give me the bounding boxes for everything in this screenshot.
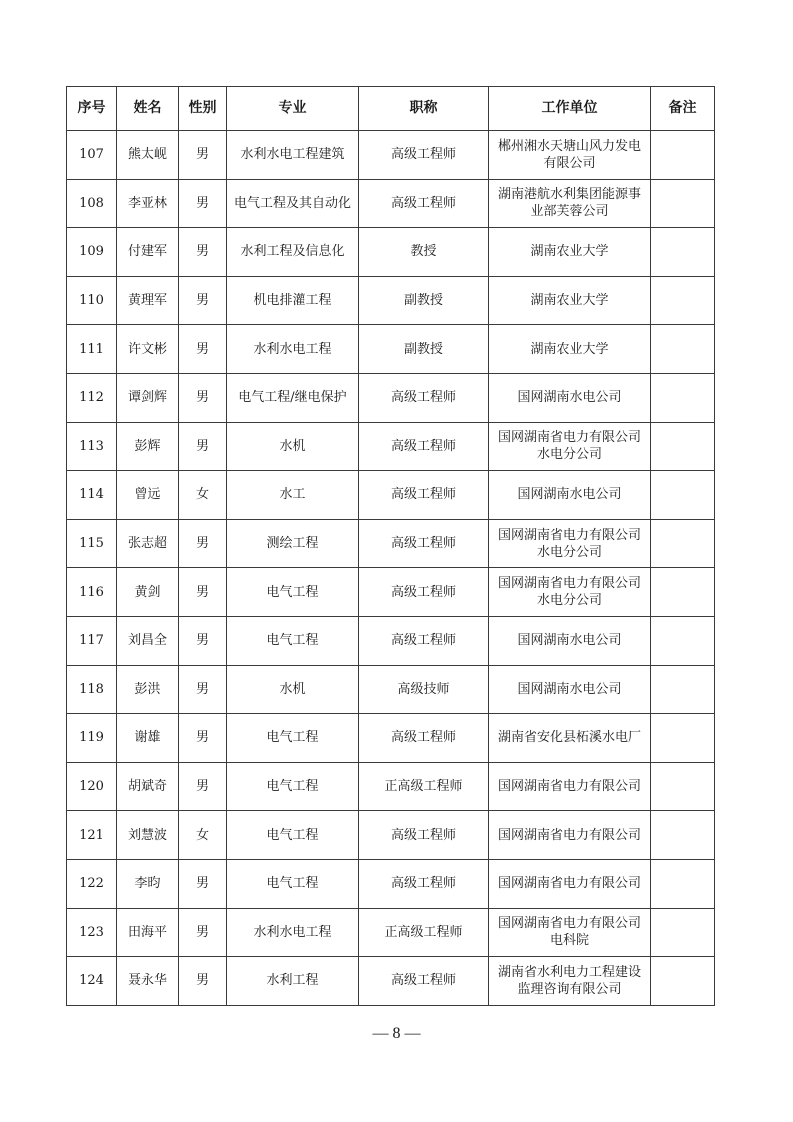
cell-name: 曾远: [117, 471, 179, 520]
table-row: [67, 373, 715, 422]
page-number: — 8 —: [372, 1025, 421, 1042]
cell-gender: 男: [179, 859, 227, 908]
cell-major: 电气工程: [227, 762, 359, 811]
cell-gender: 男: [179, 762, 227, 811]
cell-employer: 湖南港航水利集团能源事业部芙蓉公司: [489, 179, 651, 228]
cell-major: 水机: [227, 665, 359, 714]
cell-major: 电气工程: [227, 568, 359, 617]
cell-remarks: [651, 276, 715, 325]
cell-gender: 男: [179, 373, 227, 422]
table-row: [67, 762, 715, 811]
table-row: [67, 471, 715, 520]
cell-major: 电气工程: [227, 859, 359, 908]
cell-major: 水利水电工程: [227, 908, 359, 957]
cell-index: 114: [67, 471, 117, 520]
cell-remarks: [651, 373, 715, 422]
table-row: [67, 957, 715, 1006]
cell-name: 田海平: [117, 908, 179, 957]
cell-remarks: [651, 859, 715, 908]
cell-title: 高级工程师: [359, 714, 489, 763]
cell-name: 胡斌奇: [117, 762, 179, 811]
cell-index: 120: [67, 762, 117, 811]
table-header-row: [67, 87, 715, 131]
cell-gender: 男: [179, 131, 227, 180]
cell-title: 高级工程师: [359, 957, 489, 1006]
header-col-employer: 工作单位: [489, 87, 651, 131]
cell-index: 123: [67, 908, 117, 957]
cell-employer: 湖南农业大学: [489, 276, 651, 325]
table-row: [67, 325, 715, 374]
cell-remarks: [651, 325, 715, 374]
cell-index: 117: [67, 616, 117, 665]
cell-employer: 国网湖南省电力有限公司: [489, 811, 651, 860]
cell-gender: 男: [179, 179, 227, 228]
header-col-major: 专业: [227, 87, 359, 131]
cell-gender: 女: [179, 811, 227, 860]
cell-employer: 湖南农业大学: [489, 228, 651, 277]
cell-name: 熊太岘: [117, 131, 179, 180]
cell-title: 高级工程师: [359, 422, 489, 471]
cell-employer: 国网湖南水电公司: [489, 616, 651, 665]
cell-index: 108: [67, 179, 117, 228]
cell-remarks: [651, 811, 715, 860]
cell-employer: 国网湖南省电力有限公司水电分公司: [489, 519, 651, 568]
table-row: [67, 228, 715, 277]
cell-title: 高级工程师: [359, 131, 489, 180]
cell-index: 118: [67, 665, 117, 714]
cell-gender: 男: [179, 568, 227, 617]
cell-index: 113: [67, 422, 117, 471]
cell-major: 水利水电工程: [227, 325, 359, 374]
cell-employer: 湖南省安化县柘溪水电厂: [489, 714, 651, 763]
cell-title: 高级技师: [359, 665, 489, 714]
cell-major: 测绘工程: [227, 519, 359, 568]
cell-remarks: [651, 228, 715, 277]
table-row: [67, 714, 715, 763]
cell-employer: 湖南农业大学: [489, 325, 651, 374]
cell-remarks: [651, 665, 715, 714]
cell-remarks: [651, 908, 715, 957]
cell-index: 116: [67, 568, 117, 617]
cell-employer: 国网湖南省电力有限公司水电分公司: [489, 568, 651, 617]
personnel-table: [66, 86, 715, 1006]
cell-gender: 女: [179, 471, 227, 520]
cell-title: 高级工程师: [359, 568, 489, 617]
cell-employer: 国网湖南省电力有限公司: [489, 762, 651, 811]
cell-major: 机电排灌工程: [227, 276, 359, 325]
cell-remarks: [651, 131, 715, 180]
cell-employer: 国网湖南省电力有限公司: [489, 859, 651, 908]
cell-employer: 国网湖南水电公司: [489, 471, 651, 520]
header-col-remarks: 备注: [651, 87, 715, 131]
cell-remarks: [651, 714, 715, 763]
cell-gender: 男: [179, 422, 227, 471]
header-col-gender: 性别: [179, 87, 227, 131]
table-row: [67, 422, 715, 471]
cell-name: 刘昌全: [117, 616, 179, 665]
cell-major: 水利水电工程建筑: [227, 131, 359, 180]
cell-title: 高级工程师: [359, 373, 489, 422]
cell-title: 副教授: [359, 325, 489, 374]
cell-remarks: [651, 616, 715, 665]
cell-title: 高级工程师: [359, 616, 489, 665]
cell-employer: 国网湖南水电公司: [489, 665, 651, 714]
cell-major: 电气工程: [227, 616, 359, 665]
cell-gender: 男: [179, 714, 227, 763]
cell-index: 111: [67, 325, 117, 374]
cell-title: 高级工程师: [359, 519, 489, 568]
cell-index: 115: [67, 519, 117, 568]
cell-index: 112: [67, 373, 117, 422]
table-row: [67, 859, 715, 908]
table-row: [67, 568, 715, 617]
cell-index: 121: [67, 811, 117, 860]
cell-major: 水利工程及信息化: [227, 228, 359, 277]
cell-major: 水利工程: [227, 957, 359, 1006]
cell-employer: 郴州湘水天塘山风力发电有限公司: [489, 131, 651, 180]
cell-index: 107: [67, 131, 117, 180]
header-col-name: 姓名: [117, 87, 179, 131]
cell-name: 谭剑辉: [117, 373, 179, 422]
cell-title: 高级工程师: [359, 471, 489, 520]
cell-name: 黄理军: [117, 276, 179, 325]
cell-title: 教授: [359, 228, 489, 277]
cell-name: 黄剑: [117, 568, 179, 617]
cell-employer: 国网湖南水电公司: [489, 373, 651, 422]
cell-gender: 男: [179, 957, 227, 1006]
cell-name: 彭辉: [117, 422, 179, 471]
cell-name: 李亚林: [117, 179, 179, 228]
cell-employer: 国网湖南省电力有限公司电科院: [489, 908, 651, 957]
table-row: [67, 811, 715, 860]
cell-major: 水工: [227, 471, 359, 520]
cell-name: 聂永华: [117, 957, 179, 1006]
cell-title: 正高级工程师: [359, 762, 489, 811]
cell-gender: 男: [179, 665, 227, 714]
cell-title: 高级工程师: [359, 811, 489, 860]
cell-remarks: [651, 957, 715, 1006]
cell-title: 高级工程师: [359, 179, 489, 228]
cell-remarks: [651, 762, 715, 811]
cell-title: 高级工程师: [359, 859, 489, 908]
cell-name: 张志超: [117, 519, 179, 568]
header-col-index: 序号: [67, 87, 117, 131]
cell-title: 副教授: [359, 276, 489, 325]
cell-remarks: [651, 422, 715, 471]
cell-gender: 男: [179, 616, 227, 665]
table-body: [67, 131, 715, 1006]
cell-name: 彭洪: [117, 665, 179, 714]
table-row: [67, 276, 715, 325]
cell-remarks: [651, 519, 715, 568]
cell-remarks: [651, 568, 715, 617]
cell-remarks: [651, 471, 715, 520]
cell-name: 谢雄: [117, 714, 179, 763]
table-row: [67, 908, 715, 957]
cell-index: 109: [67, 228, 117, 277]
cell-index: 119: [67, 714, 117, 763]
table-row: [67, 179, 715, 228]
cell-remarks: [651, 179, 715, 228]
cell-index: 124: [67, 957, 117, 1006]
cell-major: 电气工程及其自动化: [227, 179, 359, 228]
cell-major: 电气工程: [227, 714, 359, 763]
cell-gender: 男: [179, 908, 227, 957]
cell-employer: 湖南省水利电力工程建设监理咨询有限公司: [489, 957, 651, 1006]
table-row: [67, 616, 715, 665]
cell-name: 李昀: [117, 859, 179, 908]
cell-title: 正高级工程师: [359, 908, 489, 957]
table-row: [67, 131, 715, 180]
cell-index: 110: [67, 276, 117, 325]
cell-gender: 男: [179, 325, 227, 374]
cell-employer: 国网湖南省电力有限公司水电分公司: [489, 422, 651, 471]
cell-gender: 男: [179, 519, 227, 568]
cell-major: 电气工程/继电保护: [227, 373, 359, 422]
cell-index: 122: [67, 859, 117, 908]
cell-name: 许文彬: [117, 325, 179, 374]
cell-major: 电气工程: [227, 811, 359, 860]
cell-name: 付建军: [117, 228, 179, 277]
cell-gender: 男: [179, 276, 227, 325]
table-row: [67, 519, 715, 568]
table-row: [67, 665, 715, 714]
cell-gender: 男: [179, 228, 227, 277]
header-col-title: 职称: [359, 87, 489, 131]
cell-name: 刘慧波: [117, 811, 179, 860]
cell-major: 水机: [227, 422, 359, 471]
